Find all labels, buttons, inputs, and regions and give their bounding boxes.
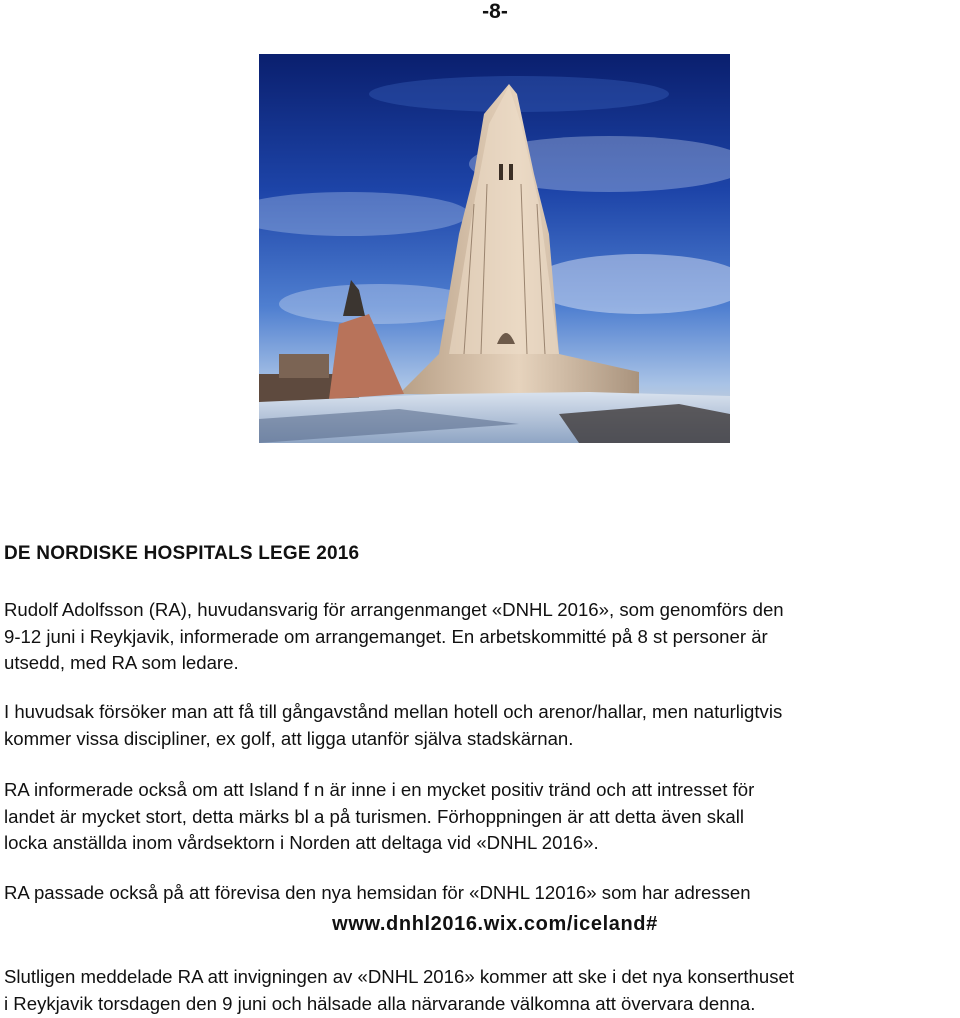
text-line: i Reykjavik torsdagen den 9 juni och hälsade alla närvarande välkomna att övervara denna. — [4, 992, 756, 1014]
church-tower-photo-icon — [259, 54, 730, 443]
paragraph-3 — [4, 777, 960, 857]
website-url[interactable]: www.dnhl2016.wix.com/iceland# — [332, 913, 658, 935]
paragraph-5 — [4, 964, 960, 1017]
text-line: 9-12 juni i Reykjavik, informerade om arrangemanget. En arbetskommitté på 8 st personer är — [4, 625, 768, 647]
page-number: -8- — [482, 0, 508, 23]
text-line: landet är mycket stort, detta märks bl a på turismen. Förhoppningen är att detta även skall — [4, 805, 744, 827]
paragraph-1 — [4, 597, 960, 677]
text-line: kommer vissa discipliner, ex golf, att ligga utanför själva stadskärnan. — [4, 727, 574, 749]
text-line: Rudolf Adolfsson (RA), huvudansvarig för arrangenmanget «DNHL 2016», som genomförs den — [4, 599, 784, 620]
text-line: I huvudsak försöker man att få till gångavstånd mellan hotell och arenor/hallar, men naturligtvis — [4, 701, 783, 722]
paragraph-2 — [4, 699, 960, 752]
text-line: locka anställda inom vårdsektorn i Norden att deltaga vid «DNHL 2016». — [4, 832, 599, 853]
text-line: Slutligen meddelade RA att invigningen av «DNHL 2016» kommer att ske i det nya konserthuset — [4, 966, 794, 987]
text-line: RA informerade också om att Island f n är inne i en mycket positiv tränd och att intresset för — [4, 779, 755, 800]
text-line: RA passade också på att förevisa den nya hemsidan för «DNHL 12016» som har adressen — [4, 882, 751, 903]
church-photo — [259, 54, 730, 443]
paragraph-4 — [4, 880, 960, 907]
article-title: DE NORDISKE HOSPITALS LEGE 2016 — [4, 543, 360, 564]
text-line: utsedd, med RA som ledare. — [4, 652, 239, 673]
